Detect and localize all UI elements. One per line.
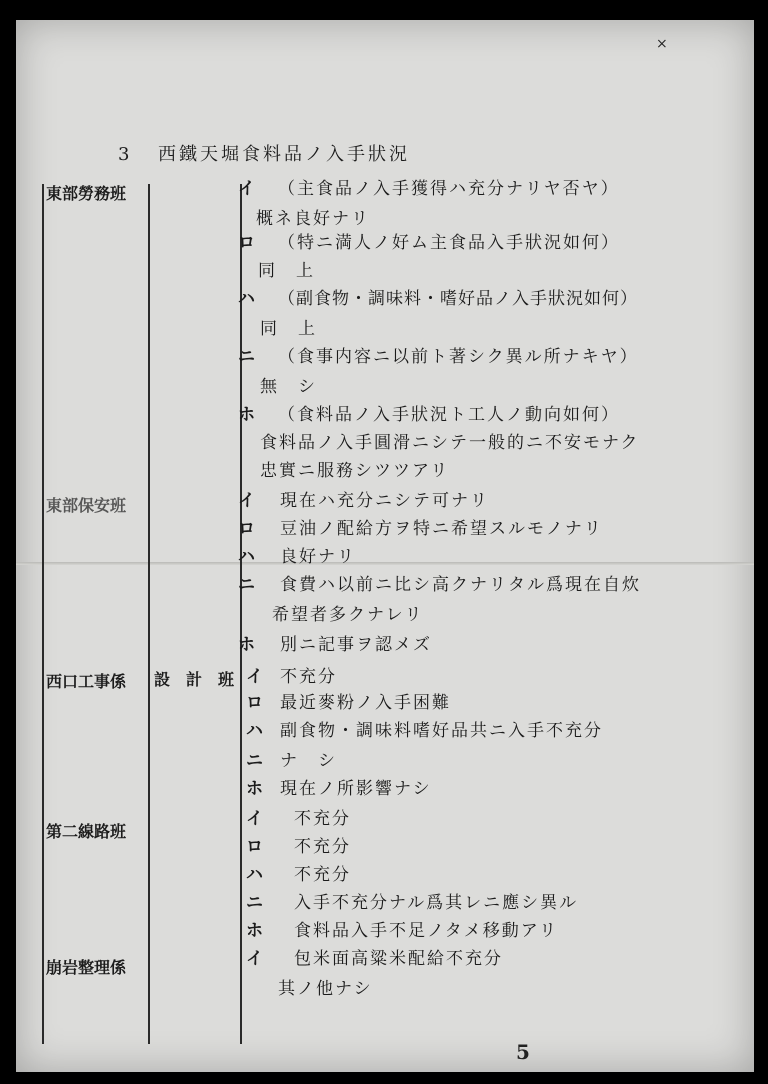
rule-left [42,184,44,1044]
item-text: （特ニ満人ノ好ム主食品入手狀況如何） [278,233,620,253]
item-text: 其ノ他ナシ [278,979,373,999]
item-text: 豆油ノ配給方ヲ特ニ希望スルモノナリ [280,519,603,539]
section-number: 3 [118,144,133,165]
item-text: 無 シ [260,377,317,397]
item-text: 入手不充分ナル爲其レニ應シ異ル [294,893,579,913]
item-marker: ホ [238,405,257,425]
item-marker: ホ [238,635,257,655]
item-text: 包米面高粱米配給不充分 [294,949,503,969]
item-marker: イ [238,491,257,511]
unit-label: 西口工事係 [46,672,127,691]
item-text: （主食品ノ入手獲得ハ充分ナリヤ否ヤ） [278,179,620,199]
item-text: 食料品入手不足ノタメ移動アリ [294,921,559,941]
item-text: 不充分 [280,667,337,687]
item-text: 不充分 [294,809,351,829]
document-page [16,20,754,1072]
unit-label: 東部保安班 [46,496,127,515]
item-text: （食事内容ニ以前ト著シク異ル所ナキヤ） [278,347,639,367]
item-marker: イ [246,667,265,687]
item-text: 副食物・調味料嗜好品共ニ入手不充分 [280,721,603,741]
item-marker: ハ [238,289,257,309]
item-text: 忠實ニ服務シツツアリ [260,461,450,481]
item-text: 同 上 [258,261,315,281]
item-text: （副食物・調味料・嗜好品ノ入手狀況如何） [278,289,638,309]
item-marker: ニ [246,893,265,913]
item-marker: ニ [238,347,257,367]
item-marker: ニ [246,751,265,771]
rule-middle [148,184,150,1044]
item-text: 良好ナリ [280,547,356,567]
item-text: 不充分 [294,837,351,857]
unit-label: 崩岩整理係 [46,958,127,977]
unit-label: 第二線路班 [46,822,127,841]
item-text: 概ネ良好ナリ [256,209,370,229]
item-text: 同 上 [260,319,317,339]
item-text: ナ シ [280,751,337,771]
item-marker: イ [246,949,265,969]
item-marker: ホ [246,779,265,799]
page-number: 5 [516,1040,530,1064]
item-marker: イ [238,179,257,199]
item-marker: イ [246,809,265,829]
item-text: 現在ハ充分ニシテ可ナリ [280,491,489,511]
unit-label: 東部勞務班 [46,184,127,203]
item-marker: ニ [238,575,257,595]
item-text: 希望者多クナレリ [272,605,424,625]
item-text: 不充分 [294,865,351,885]
item-text: 現在ノ所影響ナシ [280,779,432,799]
item-marker: ロ [246,837,265,857]
item-text: （食料品ノ入手狀況ト工人ノ動向如何） [278,405,620,425]
item-text: 最近麥粉ノ入手困難 [280,693,451,713]
item-text: 別ニ記事ヲ認メズ [280,635,432,655]
unit-label: 設 計 班 [154,670,235,689]
item-marker: ロ [238,519,257,539]
rule-right [240,184,242,1044]
item-text: 食費ハ以前ニ比シ高クナリタル爲現在自炊 [280,575,641,595]
section-title: 西鐵天堀食料品ノ入手狀況 [158,144,410,165]
corner-mark: × [656,36,668,52]
item-text: 食料品ノ入手圓滑ニシテ一般的ニ不安モナク [260,433,640,453]
item-marker: ロ [246,693,265,713]
page-fold [16,562,754,565]
item-marker: ハ [246,721,265,741]
item-marker: ホ [246,921,265,941]
item-marker: ハ [246,865,265,885]
item-marker: ハ [238,547,257,567]
item-marker: ロ [238,233,257,253]
